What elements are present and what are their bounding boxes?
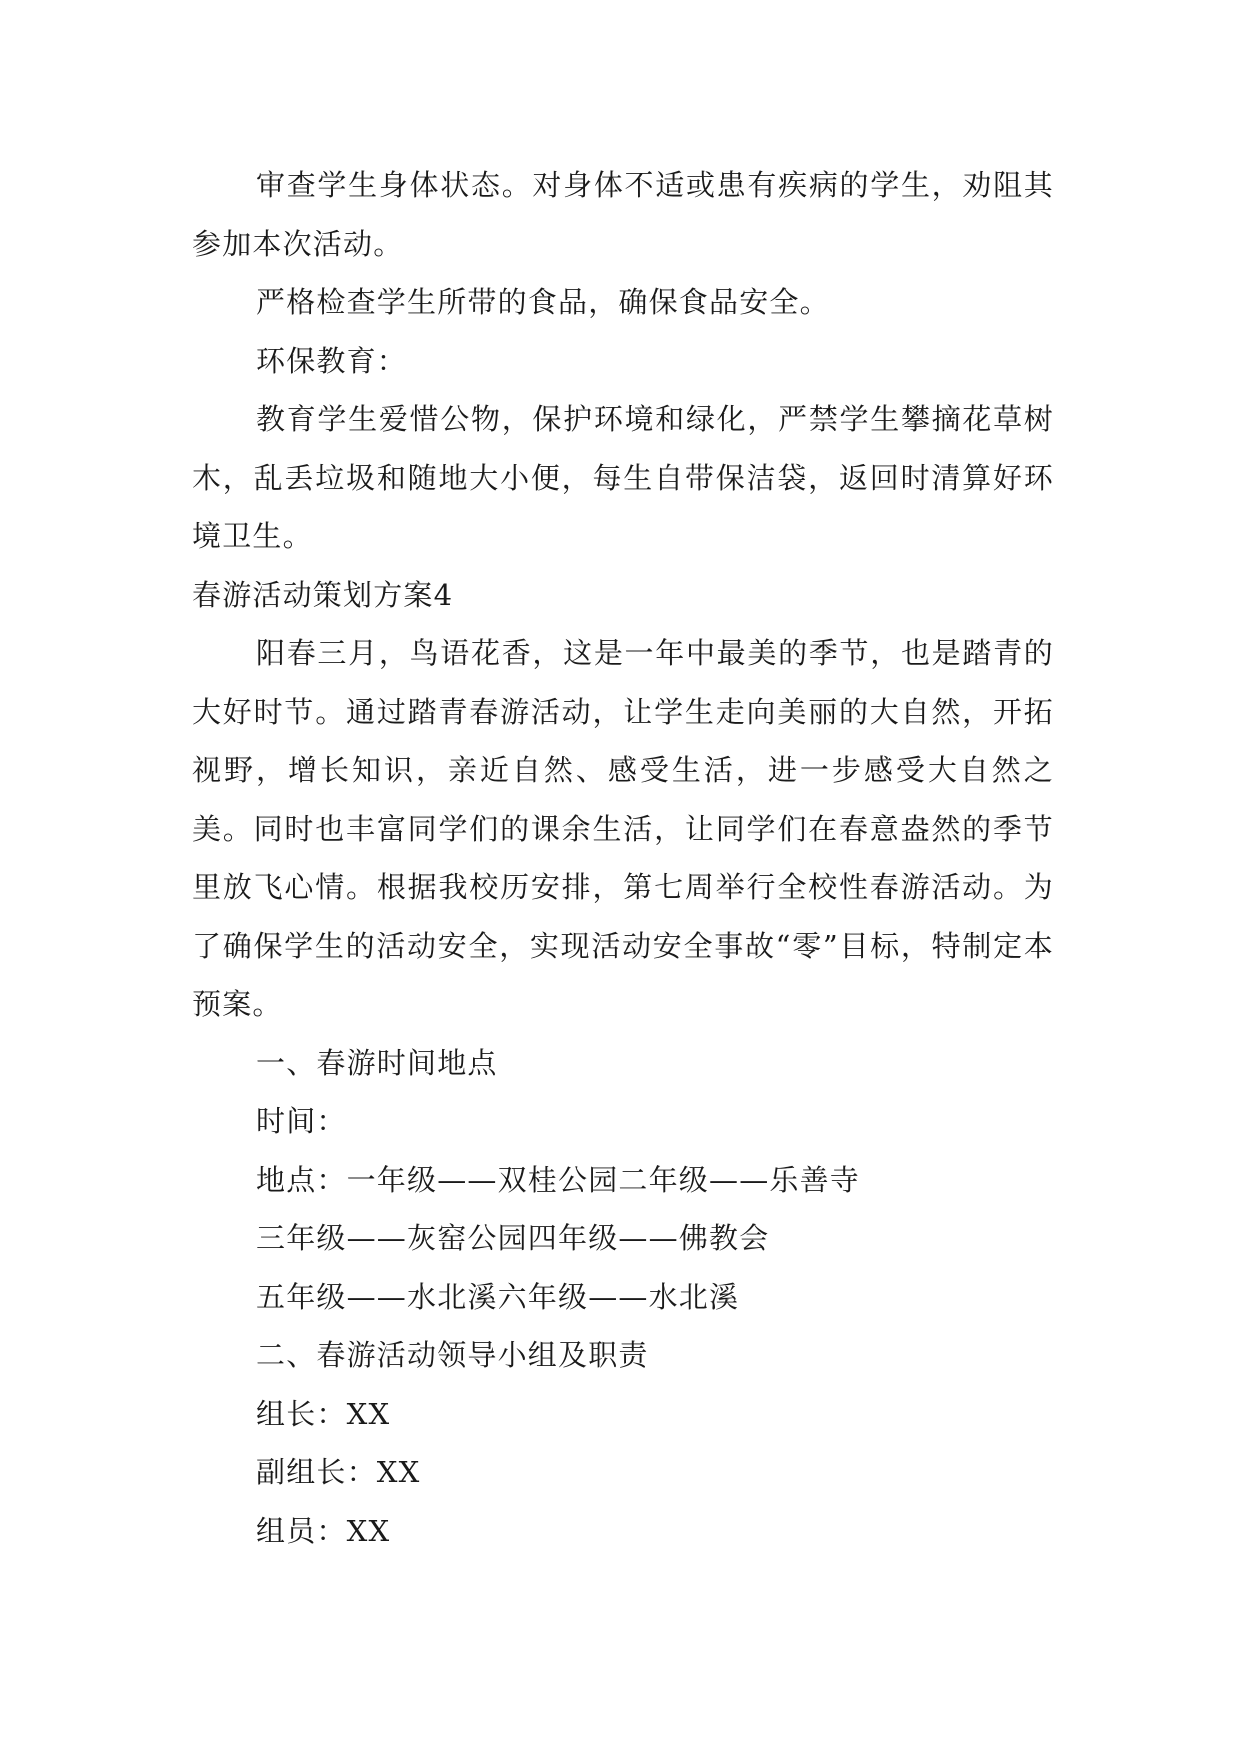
section-title: 春游活动策划方案4 [192,577,454,612]
paragraph-time: 时间： [256,1104,347,1138]
paragraph-eco-heading: 环保教育： [256,343,408,378]
document-body [192,156,1054,1560]
paragraph-food-check: 严格检查学生所带的食品，确保食品安全。 [256,285,830,319]
paragraph-health-check: 审查学生身体状态。对身体不适或患有疾病的学生，劝阻其参加本次活动。 [192,168,1054,261]
paragraph-time-place-heading: 一、春游时间地点 [256,1045,498,1080]
paragraph-deputy-leader: 副组长：XX [256,1455,421,1489]
paragraph-leadership-heading: 二、春游活动领导小组及职责 [256,1338,649,1372]
paragraph-intro: 阳春三月，鸟语花香，这是一年中最美的季节，也是踏青的大好时节。通过踏青春游活动，让学生走向美丽的大自然，开拓视野，增长知识，亲近自然、感受生活，进一步感受大自然之美。同时也丰富同学们的课余生活，让同学们在春意盎然的季节里放飞心情。根据我校历安排，第七周举行全校性春游活动。为了确保学生的活动安全，实现活动安全事故“零”目标，特制定本预案。 [192,636,1054,1021]
paragraph-members: 组员：XX [256,1513,391,1548]
paragraph-eco-education: 教育学生爱惜公物，保护环境和绿化，严禁学生攀摘花草树木，乱丢垃圾和随地大小便，每生自带保洁袋，返回时清算好环境卫生。 [192,402,1054,553]
paragraph-place-3: 五年级——水北溪六年级——水北溪 [256,1279,740,1314]
paragraph-place-2: 三年级——灰窑公园四年级——佛教会 [256,1221,770,1255]
paragraph-leader: 组长：XX [256,1396,391,1431]
paragraph-place-1: 地点：一年级——双桂公园二年级——乐善寺 [256,1162,861,1197]
